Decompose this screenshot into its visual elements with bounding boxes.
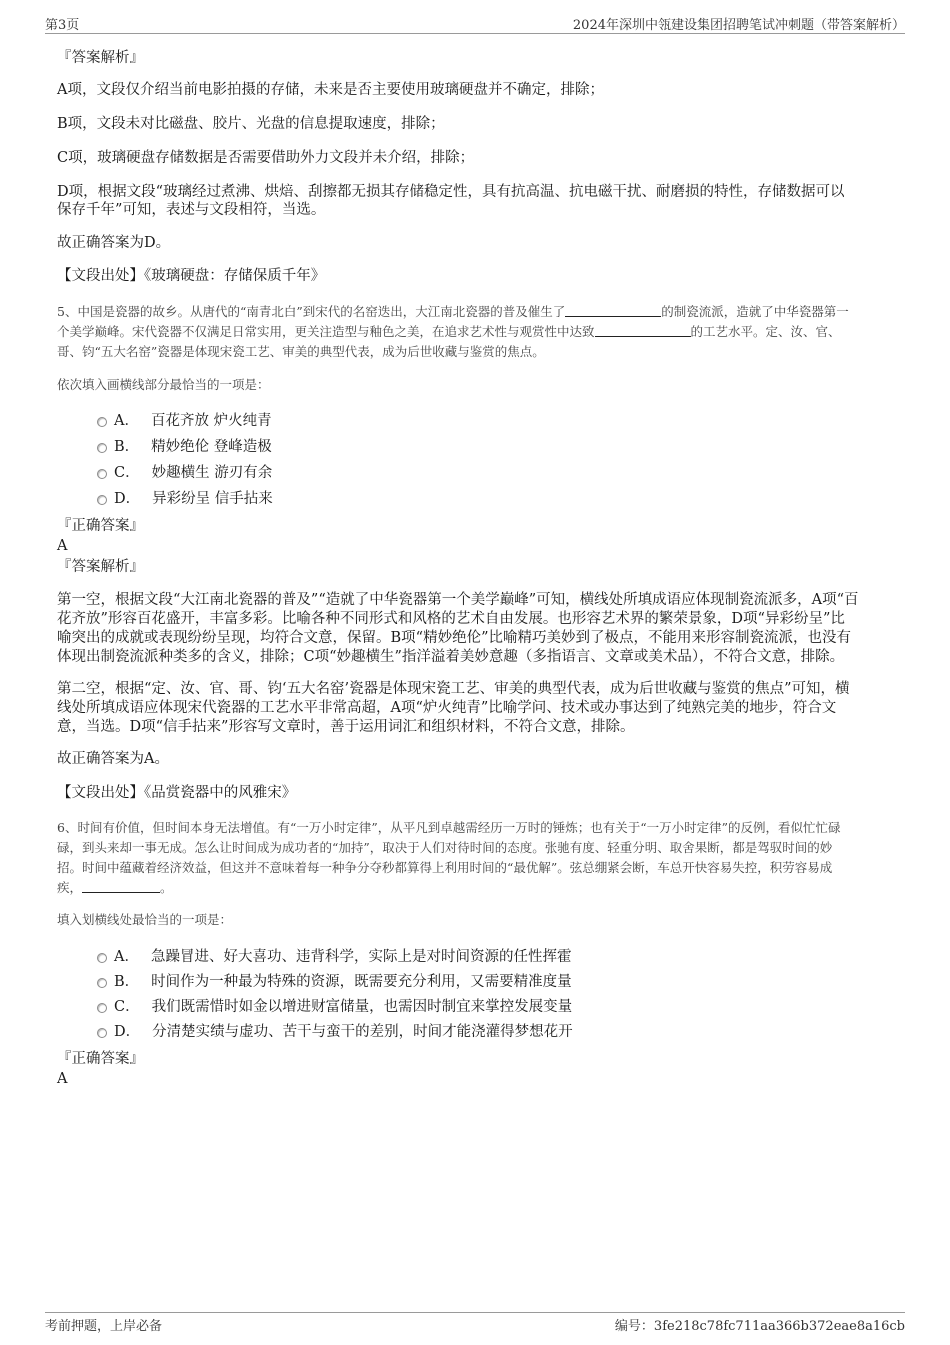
q5-analysis-p2-line3: 意，当选。D项“信手拈来”形容写文章时，善于运用词汇和组织材料，不符合文意，排除。 (57, 719, 635, 735)
q5-analysis-p1-line2: 花齐放”形容百花盛开，丰富多彩。比喻各种不同形式和风格的艺术自由发展。也形容艺术界的繁荣景象，D项“异彩纷呈”比 (57, 611, 845, 627)
q4-analysis-title: 『答案解析』 (57, 50, 144, 66)
q5-answer-title: 『正确答案』 (57, 518, 144, 534)
q5-stem-line1 (57, 302, 902, 322)
q4-analysis-d-line1: D项，根据文段“玻璃经过煮沸、烘焙、刮擦都无损其存储稳定性，具有抗高温、抗电磁干扰、耐磨损的特性，存储数据可以 (57, 184, 845, 200)
q4-conclusion: 故正确答案为D。 (57, 235, 171, 251)
q6-stem-line1: 6、时间有价值，但时间本身无法增值。有“一万小时定律”，从平凡到卓越需经历一万时的锤炼；也有关于“一万小时定律”的反例，看似忙忙碌 (57, 820, 841, 835)
q5-stem-line2 (57, 322, 902, 342)
q5-stem-text: 5、中国是瓷器的故乡。从唐代的“南青北白”到宋代的名窑迭出，大江南北瓷器的普及催生了 (57, 304, 566, 319)
answer-blank (82, 879, 160, 893)
document-id: 编号：3fe218c78fc711aa366b372eae8a16cb (614, 1319, 905, 1334)
option-letter: B． (114, 974, 140, 990)
q6-stem-line2: 碌，到头来却一事无成。怎么让时间成为成功者的“加持”，取决于人们对待时间的态度。张驰有度、轻重分明、取舍果断，都是驾驭时间的妙 (57, 840, 833, 855)
q5-answer: A (57, 538, 68, 554)
radio-button[interactable] (97, 495, 107, 505)
radio-button[interactable] (97, 443, 107, 453)
radio-button[interactable] (97, 469, 107, 479)
q6-stem-text: 疾， (57, 880, 83, 895)
footer-slogan: 考前押题，上岸必备 (45, 1319, 163, 1334)
q4-analysis-c: C项，玻璃硬盘存储数据是否需要借助外力文段并未介绍，排除； (57, 150, 475, 166)
q6-answer-title: 『正确答案』 (57, 1051, 144, 1067)
q4-analysis-a: A项，文段仅介绍当前电影拍摄的存储，未来是否主要使用玻璃硬盘并不确定，排除； (57, 82, 604, 98)
option-letter: D． (114, 1024, 141, 1040)
radio-button[interactable] (97, 953, 107, 963)
option-letter: B． (114, 439, 140, 455)
radio-button[interactable] (97, 1028, 107, 1038)
option-text: 异彩纷呈 信手拈来 (152, 491, 273, 507)
q5-option-c[interactable] (97, 463, 272, 483)
option-text: 精妙绝伦 登峰造极 (151, 439, 272, 455)
radio-button[interactable] (97, 978, 107, 988)
q4-source: 【文段出处】《玻璃硬盘：存储保质千年》 (57, 268, 326, 284)
q6-prompt: 填入划横线处最恰当的一项是： (57, 912, 233, 927)
q6-option-c[interactable] (97, 997, 572, 1017)
q5-option-a[interactable] (97, 411, 272, 431)
q6-stem-line3: 招。时间中蕴藏着经济效益，但这并不意味着每一种争分夺秒都算得上利用时间的“最优解”。弦总绷紧会断，车总开快容易失控，积劳容易成 (57, 860, 833, 875)
q5-analysis-p2-line2: 线处所填成语应体现宋代瓷器的工艺水平非常高超，A项“炉火纯青”比喻学问、技术或办事达到了纯熟完美的地步，符合文 (57, 700, 837, 716)
option-text: 分清楚实绩与虚功、苦干与蛮干的差别，时间才能浇灌得梦想花开 (152, 1024, 573, 1040)
option-letter: A． (114, 413, 139, 429)
q5-analysis-p1-line4: 体现出制瓷流派种类多的含义，排除；C项“妙趣横生”指洋溢着美妙意趣（多指语言、文章或美术品），不符合文意，排除。 (57, 649, 845, 665)
radio-button[interactable] (97, 417, 107, 427)
option-letter: C． (114, 999, 140, 1015)
q5-stem-text: 个美学巅峰。宋代瓷器不仅满足日常实用，更关注造型与釉色之美，在追求艺术性与观赏性中达致 (57, 324, 595, 339)
option-letter: C． (114, 465, 140, 481)
q5-stem-line3: 哥、钧“五大名窑”瓷器是体现宋瓷工艺、审美的典型代表，成为后世收藏与鉴赏的焦点。 (57, 344, 545, 359)
q6-option-d[interactable] (97, 1022, 573, 1042)
page-number: 第3页 (45, 18, 80, 33)
page-footer (45, 1312, 905, 1334)
q5-analysis-title: 『答案解析』 (57, 559, 144, 575)
q5-option-d[interactable] (97, 489, 273, 509)
q6-option-b[interactable] (97, 972, 572, 992)
option-text: 时间作为一种最为特殊的资源，既需要充分利用，又需要精准度量 (151, 974, 572, 990)
option-letter: A． (114, 949, 139, 965)
q5-analysis-p2-line1: 第二空，根据“定、汝、官、哥、钧‘五大名窑’瓷器是体现宋瓷工艺、审美的典型代表，成为后世收藏与鉴赏的焦点”可知，横 (57, 681, 850, 697)
option-text: 我们既需惜时如金以增进财富储量，也需因时制宜来掌控发展变量 (151, 999, 573, 1015)
option-text: 急躁冒进、好大喜功、违背科学，实际上是对时间资源的任性挥霍 (150, 949, 572, 965)
q6-stem-text: 。 (160, 880, 173, 895)
option-letter: D． (114, 491, 141, 507)
answer-blank (595, 323, 691, 337)
answer-blank (565, 303, 661, 317)
option-text: 百花齐放 炉火纯青 (150, 413, 272, 429)
q4-analysis-b: B项，文段未对比磁盘、胶片、光盘的信息提取速度，排除； (57, 116, 445, 132)
radio-button[interactable] (97, 1003, 107, 1013)
q5-prompt: 依次填入画横线部分最恰当的一项是： (57, 377, 270, 392)
q5-stem-text: 的制瓷流派，造就了中华瓷器第一 (661, 304, 849, 319)
q4-analysis-d-line2: 保存千年”可知，表述与文段相符，当选。 (57, 202, 326, 218)
q5-stem-text: 的工艺水平。定、汝、官、 (690, 324, 841, 339)
q5-conclusion: 故正确答案为A。 (57, 751, 169, 767)
option-text: 妙趣横生 游刃有余 (151, 465, 273, 481)
q6-stem-line4 (57, 878, 902, 898)
q6-answer: A (57, 1071, 68, 1087)
q5-option-b[interactable] (97, 437, 272, 457)
page-header (45, 14, 905, 34)
q6-option-a[interactable] (97, 947, 571, 967)
q5-analysis-p1-line1: 第一空，根据文段“大江南北瓷器的普及”“造就了中华瓷器第一个美学巅峰”可知，横线处所填成语应体现制瓷流派多，A项“百 (57, 592, 859, 608)
document-title: 2024年深圳中瓴建设集团招聘笔试冲刺题（带答案解析） (572, 18, 905, 33)
q5-analysis-p1-line3: 喻突出的成就或表现纷纷呈现，均符合文意，保留。B项“精妙绝伦”比喻精巧美妙到了极点，不能用来形容制瓷流派，也没有 (57, 630, 851, 646)
q5-source: 【文段出处】《品赏瓷器中的风雅宋》 (57, 785, 297, 801)
